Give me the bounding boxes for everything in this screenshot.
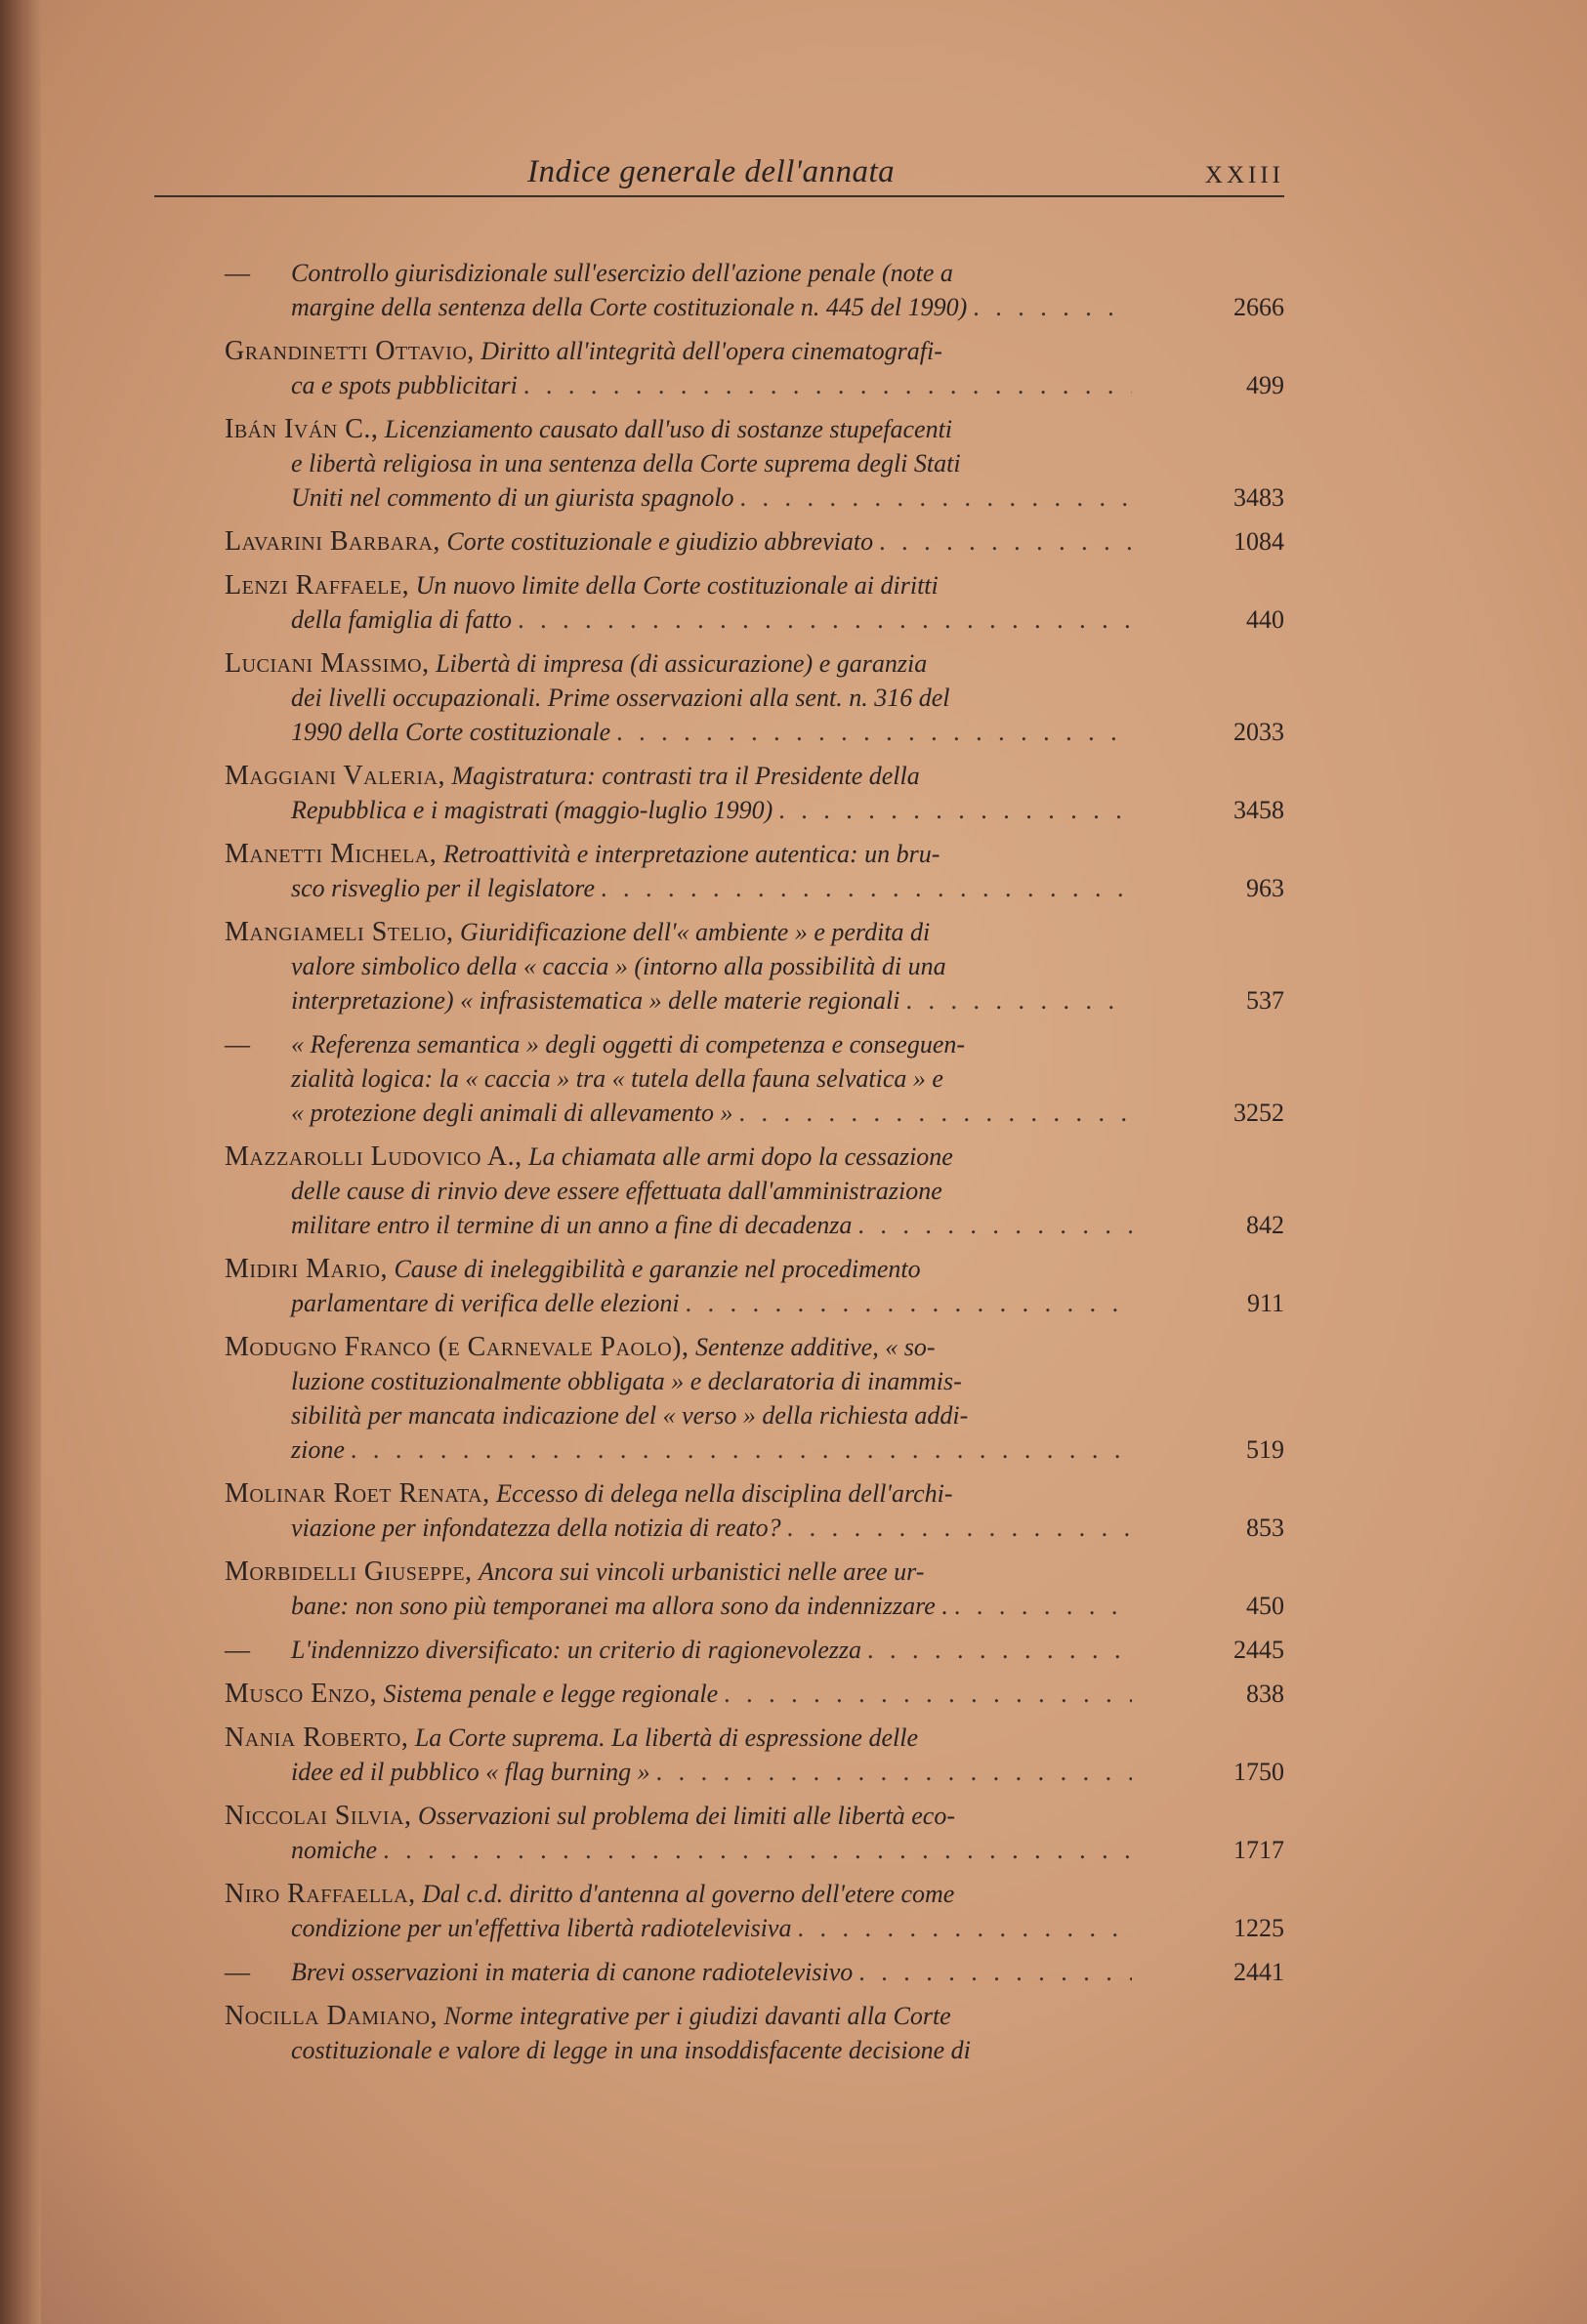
entry-text bbox=[225, 412, 952, 446]
entry-text bbox=[291, 1755, 650, 1789]
entry-title-line: Eccesso di delega nella disciplina dell'archi- bbox=[496, 1479, 953, 1508]
entry-continuation-line bbox=[225, 793, 1284, 827]
index-entry bbox=[225, 1252, 1284, 1320]
entry-page-number: 450 bbox=[1246, 1592, 1284, 1620]
entry-text bbox=[225, 1633, 861, 1667]
entry-page-number: 3483 bbox=[1233, 483, 1284, 512]
entry-page-number: 2441 bbox=[1233, 1958, 1284, 1986]
entry-author: Grandinetti Ottavio, bbox=[225, 336, 475, 366]
dot-leader bbox=[787, 1511, 1132, 1545]
entry-text bbox=[291, 681, 949, 715]
index-entries bbox=[225, 256, 1284, 2077]
entry-page-number: 1717 bbox=[1233, 1836, 1284, 1864]
entry-continuation-line bbox=[225, 1432, 1284, 1467]
entry-continuation-line bbox=[225, 446, 1284, 480]
entry-title-line: condizione per un'effettiva libertà radiotelevisiva bbox=[291, 1914, 792, 1942]
dot-leader bbox=[518, 602, 1132, 637]
dot-leader bbox=[867, 1633, 1132, 1667]
index-entry bbox=[225, 1027, 1284, 1130]
entry-first-line bbox=[225, 915, 1284, 949]
entry-first-line bbox=[225, 759, 1284, 793]
index-entry bbox=[225, 1677, 1284, 1711]
entry-text bbox=[225, 1555, 924, 1589]
entry-continuation-line bbox=[225, 983, 1284, 1017]
entry-author: Niro Raffaella, bbox=[225, 1879, 416, 1909]
book-spine-shadow bbox=[0, 0, 41, 2324]
index-entry bbox=[225, 1955, 1284, 1989]
entry-title-line: Brevi osservazioni in materia di canone radiotelevisivo bbox=[291, 1958, 854, 1986]
dot-leader bbox=[523, 368, 1132, 402]
entry-page-number: 2666 bbox=[1233, 293, 1284, 321]
entry-title-line: « protezione degli animali di allevamento » bbox=[291, 1099, 733, 1127]
entry-title-line: della famiglia di fatto bbox=[291, 605, 513, 634]
entry-text bbox=[291, 1589, 948, 1623]
entry-page-number: 853 bbox=[1246, 1514, 1284, 1542]
entry-author: Mangiameli Stelio, bbox=[225, 917, 454, 947]
entry-first-line bbox=[225, 1252, 1284, 1286]
entry-continuation-line bbox=[225, 1911, 1284, 1945]
ditto-dash: — bbox=[225, 259, 250, 287]
entry-first-line bbox=[225, 568, 1284, 602]
dot-leader bbox=[905, 983, 1132, 1017]
entry-author: Modugno Franco (e Carnevale Paolo), bbox=[225, 1332, 689, 1362]
entry-continuation-line bbox=[225, 602, 1284, 637]
entry-title-line: Licenziamento causato dall'uso di sostanze stupefacenti bbox=[384, 415, 953, 443]
entry-text bbox=[291, 368, 518, 402]
entry-author: Midiri Mario, bbox=[225, 1254, 388, 1284]
entry-page-number: 519 bbox=[1246, 1435, 1284, 1464]
dot-leader bbox=[383, 1833, 1132, 1867]
entry-text bbox=[291, 715, 610, 749]
entry-text bbox=[225, 1877, 954, 1911]
entry-title-line: interpretazione) « infrasistematica » delle materie regionali bbox=[291, 986, 900, 1015]
index-entry bbox=[225, 1799, 1284, 1867]
entry-text bbox=[225, 256, 953, 290]
page-header bbox=[151, 154, 1284, 193]
entry-page-number: 3458 bbox=[1233, 796, 1284, 824]
entry-first-line bbox=[225, 1330, 1284, 1364]
entry-text bbox=[291, 1833, 377, 1867]
entry-first-line bbox=[225, 1476, 1284, 1511]
entry-text bbox=[225, 334, 942, 368]
entry-continuation-line bbox=[225, 949, 1284, 983]
entry-title-line: 1990 della Corte costituzionale bbox=[291, 718, 611, 746]
entry-text bbox=[291, 1096, 733, 1130]
entry-first-line bbox=[225, 1027, 1284, 1061]
entry-title-line: dei livelli occupazionali. Prime osservazioni alla sent. n. 316 del bbox=[291, 684, 950, 712]
index-entry bbox=[225, 1555, 1284, 1623]
index-entry bbox=[225, 568, 1284, 637]
entry-text bbox=[225, 1955, 853, 1989]
entry-continuation-line bbox=[225, 1174, 1284, 1208]
entry-author: Nocilla Damiano, bbox=[225, 2001, 438, 2031]
entry-text bbox=[225, 524, 873, 559]
entry-text bbox=[225, 1677, 718, 1711]
entry-text bbox=[225, 1027, 965, 1061]
entry-author: Niccolai Silvia, bbox=[225, 1801, 412, 1831]
entry-text bbox=[291, 1286, 680, 1320]
entry-first-line bbox=[225, 1721, 1284, 1755]
index-entry bbox=[225, 1999, 1284, 2067]
entry-first-line bbox=[225, 334, 1284, 368]
entry-title-line: sco risveglio per il legislatore bbox=[291, 874, 595, 902]
entry-title-line: Ancora sui vincoli urbanistici nelle aree ur- bbox=[479, 1557, 925, 1586]
index-entry bbox=[225, 256, 1284, 324]
entry-text bbox=[291, 446, 961, 480]
entry-first-line bbox=[225, 1633, 1284, 1667]
dot-leader bbox=[656, 1755, 1132, 1789]
entry-title-line: Diritto all'integrità dell'opera cinematografi- bbox=[480, 337, 942, 365]
header-rule bbox=[154, 195, 1284, 197]
dot-leader bbox=[616, 715, 1132, 749]
entry-title-line: La chiamata alle armi dopo la cessazione bbox=[528, 1142, 953, 1171]
entry-text bbox=[225, 568, 939, 602]
index-entry bbox=[225, 646, 1284, 749]
entry-page-number: 2445 bbox=[1233, 1636, 1284, 1664]
index-entry bbox=[225, 837, 1284, 905]
entry-title-line: Controllo giurisdizionale sull'esercizio dell'azione penale (note a bbox=[291, 259, 953, 287]
entry-author: Maggiani Valeria, bbox=[225, 761, 445, 791]
entry-text bbox=[291, 1432, 345, 1467]
entry-page-number: 499 bbox=[1246, 371, 1284, 399]
entry-page-number: 3252 bbox=[1233, 1099, 1284, 1127]
entry-title-line: zialità logica: la « caccia » tra « tutela della fauna selvatica » e bbox=[291, 1064, 943, 1093]
entry-title-line: viazione per infondatezza della notizia di reato? bbox=[291, 1514, 781, 1542]
dot-leader bbox=[778, 793, 1132, 827]
entry-title-line: Sistema penale e legge regionale bbox=[383, 1680, 719, 1708]
index-entry bbox=[225, 759, 1284, 827]
entry-text bbox=[225, 646, 927, 681]
entry-first-line bbox=[225, 1677, 1284, 1711]
entry-title-line: Cause di ineleggibilità e garanzie nel procedimento bbox=[394, 1255, 921, 1283]
entry-author: Mazzarolli Ludovico A., bbox=[225, 1141, 522, 1172]
entry-continuation-line bbox=[225, 290, 1284, 324]
entry-title-line: Dal c.d. diritto d'antenna al governo dell'etere come bbox=[422, 1880, 955, 1908]
entry-page-number: 440 bbox=[1246, 605, 1284, 634]
entry-text bbox=[291, 1061, 943, 1096]
dot-leader bbox=[724, 1677, 1132, 1711]
entry-continuation-line bbox=[225, 1511, 1284, 1545]
dot-leader bbox=[858, 1955, 1132, 1989]
ditto-dash: — bbox=[225, 1958, 250, 1986]
entry-title-line: luzione costituzionalmente obbligata » e declaratoria di inammis- bbox=[291, 1367, 962, 1395]
entry-continuation-line bbox=[225, 1589, 1284, 1623]
index-entry bbox=[225, 412, 1284, 515]
entry-first-line bbox=[225, 646, 1284, 681]
entry-text bbox=[291, 1364, 962, 1398]
entry-page-number: 2033 bbox=[1233, 718, 1284, 746]
entry-text bbox=[291, 1208, 852, 1242]
entry-text bbox=[291, 1911, 791, 1945]
entry-text bbox=[225, 759, 920, 793]
entry-title-line: militare entro il termine di un anno a fine di decadenza bbox=[291, 1211, 853, 1239]
dot-leader bbox=[879, 524, 1132, 559]
entry-title-line: bane: non sono più temporanei ma allora sono da indennizzare . bbox=[291, 1592, 948, 1620]
entry-text bbox=[291, 1398, 968, 1432]
dot-leader bbox=[740, 480, 1132, 515]
entry-title-line: Magistratura: contrasti tra il Presidente della bbox=[451, 762, 920, 790]
entry-first-line bbox=[225, 1140, 1284, 1174]
index-entry bbox=[225, 1330, 1284, 1467]
entry-title-line: Corte costituzionale e giudizio abbreviato bbox=[446, 527, 874, 556]
entry-title-line: Libertà di impresa (di assicurazione) e garanzia bbox=[436, 649, 928, 678]
entry-first-line bbox=[225, 1955, 1284, 1989]
entry-text bbox=[225, 1721, 918, 1755]
dot-leader bbox=[601, 871, 1132, 905]
entry-continuation-line bbox=[225, 1364, 1284, 1398]
entry-title-line: parlamentare di verifica delle elezioni bbox=[291, 1289, 680, 1317]
entry-author: Molinar Roet Renata, bbox=[225, 1478, 490, 1509]
entry-continuation-line bbox=[225, 871, 1284, 905]
entry-continuation-line bbox=[225, 1398, 1284, 1432]
entry-title-line: e libertà religiosa in una sentenza della Corte suprema degli Stati bbox=[291, 449, 961, 477]
entry-text bbox=[225, 1999, 951, 2033]
entry-continuation-line bbox=[225, 1061, 1284, 1096]
dot-leader bbox=[797, 1911, 1132, 1945]
entry-title-line: idee ed il pubblico « flag burning » bbox=[291, 1758, 650, 1786]
index-entry bbox=[225, 1877, 1284, 1945]
dot-leader bbox=[857, 1208, 1132, 1242]
entry-title-line: delle cause di rinvio deve essere effettuata dall'amministrazione bbox=[291, 1177, 942, 1205]
entry-page-number: 537 bbox=[1246, 986, 1284, 1015]
entry-first-line bbox=[225, 1555, 1284, 1589]
entry-text bbox=[225, 1330, 935, 1364]
entry-first-line bbox=[225, 524, 1284, 559]
index-entry bbox=[225, 1140, 1284, 1242]
entry-continuation-line bbox=[225, 2033, 1284, 2067]
entry-text bbox=[225, 1799, 955, 1833]
entry-title-line: Repubblica e i magistrati (maggio-luglio 1990) bbox=[291, 796, 773, 824]
index-entry bbox=[225, 915, 1284, 1017]
entry-page-number: 1225 bbox=[1233, 1914, 1284, 1942]
entry-author: Lenzi Raffaele, bbox=[225, 570, 410, 601]
page-number-roman: XXIII bbox=[1204, 162, 1284, 188]
dot-leader bbox=[351, 1432, 1132, 1467]
entry-title-line: Giuridificazione dell'« ambiente » e perdita di bbox=[460, 918, 931, 946]
entry-continuation-line bbox=[225, 1096, 1284, 1130]
entry-text bbox=[291, 949, 946, 983]
entry-continuation-line bbox=[225, 368, 1284, 402]
entry-text bbox=[291, 871, 595, 905]
entry-title-line: « Referenza semantica » degli oggetti di competenza e conseguen- bbox=[291, 1030, 966, 1058]
entry-author: Luciani Massimo, bbox=[225, 648, 430, 679]
entry-continuation-line bbox=[225, 681, 1284, 715]
entry-page-number: 1084 bbox=[1233, 527, 1284, 556]
index-entry bbox=[225, 524, 1284, 559]
entry-continuation-line bbox=[225, 715, 1284, 749]
index-entry bbox=[225, 1721, 1284, 1789]
entry-text bbox=[291, 480, 734, 515]
entry-first-line bbox=[225, 1999, 1284, 2033]
dot-leader bbox=[973, 290, 1132, 324]
entry-continuation-line bbox=[225, 1208, 1284, 1242]
entry-page-number: 963 bbox=[1246, 874, 1284, 902]
entry-author: Nania Roberto, bbox=[225, 1722, 409, 1753]
index-entry bbox=[225, 1476, 1284, 1545]
ditto-dash: — bbox=[225, 1030, 250, 1058]
entry-text bbox=[291, 1511, 781, 1545]
entry-continuation-line bbox=[225, 1833, 1284, 1867]
entry-first-line bbox=[225, 256, 1284, 290]
dot-leader bbox=[739, 1096, 1132, 1130]
entry-title-line: margine della sentenza della Corte costituzionale n. 445 del 1990) bbox=[291, 293, 968, 321]
entry-title-line: La Corte suprema. La libertà di espressione delle bbox=[414, 1723, 918, 1752]
entry-text bbox=[291, 2033, 971, 2067]
entry-page-number: 838 bbox=[1246, 1680, 1284, 1708]
entry-title-line: Uniti nel commento di un giurista spagnolo bbox=[291, 483, 734, 512]
entry-text bbox=[291, 793, 773, 827]
dot-leader bbox=[954, 1589, 1132, 1623]
entry-title-line: ca e spots pubblicitari bbox=[291, 371, 518, 399]
ditto-dash: — bbox=[225, 1636, 250, 1664]
entry-title-line: Retroattività e interpretazione autentica: un bru- bbox=[442, 840, 940, 868]
entry-first-line bbox=[225, 837, 1284, 871]
entry-author: Musco Enzo, bbox=[225, 1679, 377, 1709]
entry-text bbox=[291, 983, 899, 1017]
entry-title-line: valore simbolico della « caccia » (intorno alla possibilità di una bbox=[291, 952, 946, 980]
entry-title-line: Norme integrative per i giudizi davanti alla Corte bbox=[443, 2002, 951, 2030]
entry-continuation-line bbox=[225, 480, 1284, 515]
entry-title-line: L'indennizzo diversificato: un criterio di ragionevolezza bbox=[291, 1636, 862, 1664]
entry-text bbox=[291, 290, 967, 324]
entry-title-line: costituzionale e valore di legge in una insoddisfacente decisione di bbox=[291, 2036, 971, 2064]
index-entry bbox=[225, 334, 1284, 402]
entry-text bbox=[225, 837, 940, 871]
dot-leader bbox=[686, 1286, 1132, 1320]
index-entry bbox=[225, 1633, 1284, 1667]
entry-author: Manetti Michela, bbox=[225, 839, 438, 869]
entry-continuation-line bbox=[225, 1286, 1284, 1320]
entry-text bbox=[291, 602, 512, 637]
entry-title-line: sibilità per mancata indicazione del « verso » della richiesta addi- bbox=[291, 1401, 969, 1430]
entry-text bbox=[225, 1140, 953, 1174]
entry-title-line: Osservazioni sul problema dei limiti alle libertà eco- bbox=[417, 1802, 956, 1830]
entry-first-line bbox=[225, 412, 1284, 446]
entry-continuation-line bbox=[225, 1755, 1284, 1789]
entry-author: Lavarini Barbara, bbox=[225, 526, 440, 557]
entry-first-line bbox=[225, 1799, 1284, 1833]
entry-author: Ibán Iván C., bbox=[225, 414, 379, 444]
entry-title-line: Un nuovo limite della Corte costituzionale ai diritti bbox=[415, 571, 939, 600]
entry-text bbox=[225, 1252, 921, 1286]
entry-first-line bbox=[225, 1877, 1284, 1911]
running-title: Indice generale dell'annata bbox=[527, 154, 896, 189]
entry-title-line: zione bbox=[291, 1435, 345, 1464]
entry-title-line: nomiche bbox=[291, 1836, 378, 1864]
entry-text bbox=[291, 1174, 942, 1208]
entry-author: Morbidelli Giuseppe, bbox=[225, 1556, 473, 1587]
entry-page-number: 842 bbox=[1246, 1211, 1284, 1239]
entry-text bbox=[225, 915, 930, 949]
entry-page-number: 1750 bbox=[1233, 1758, 1284, 1786]
entry-text bbox=[225, 1476, 953, 1511]
entry-page-number: 911 bbox=[1246, 1289, 1284, 1317]
entry-title-line: Sentenze additive, « so- bbox=[694, 1333, 936, 1361]
